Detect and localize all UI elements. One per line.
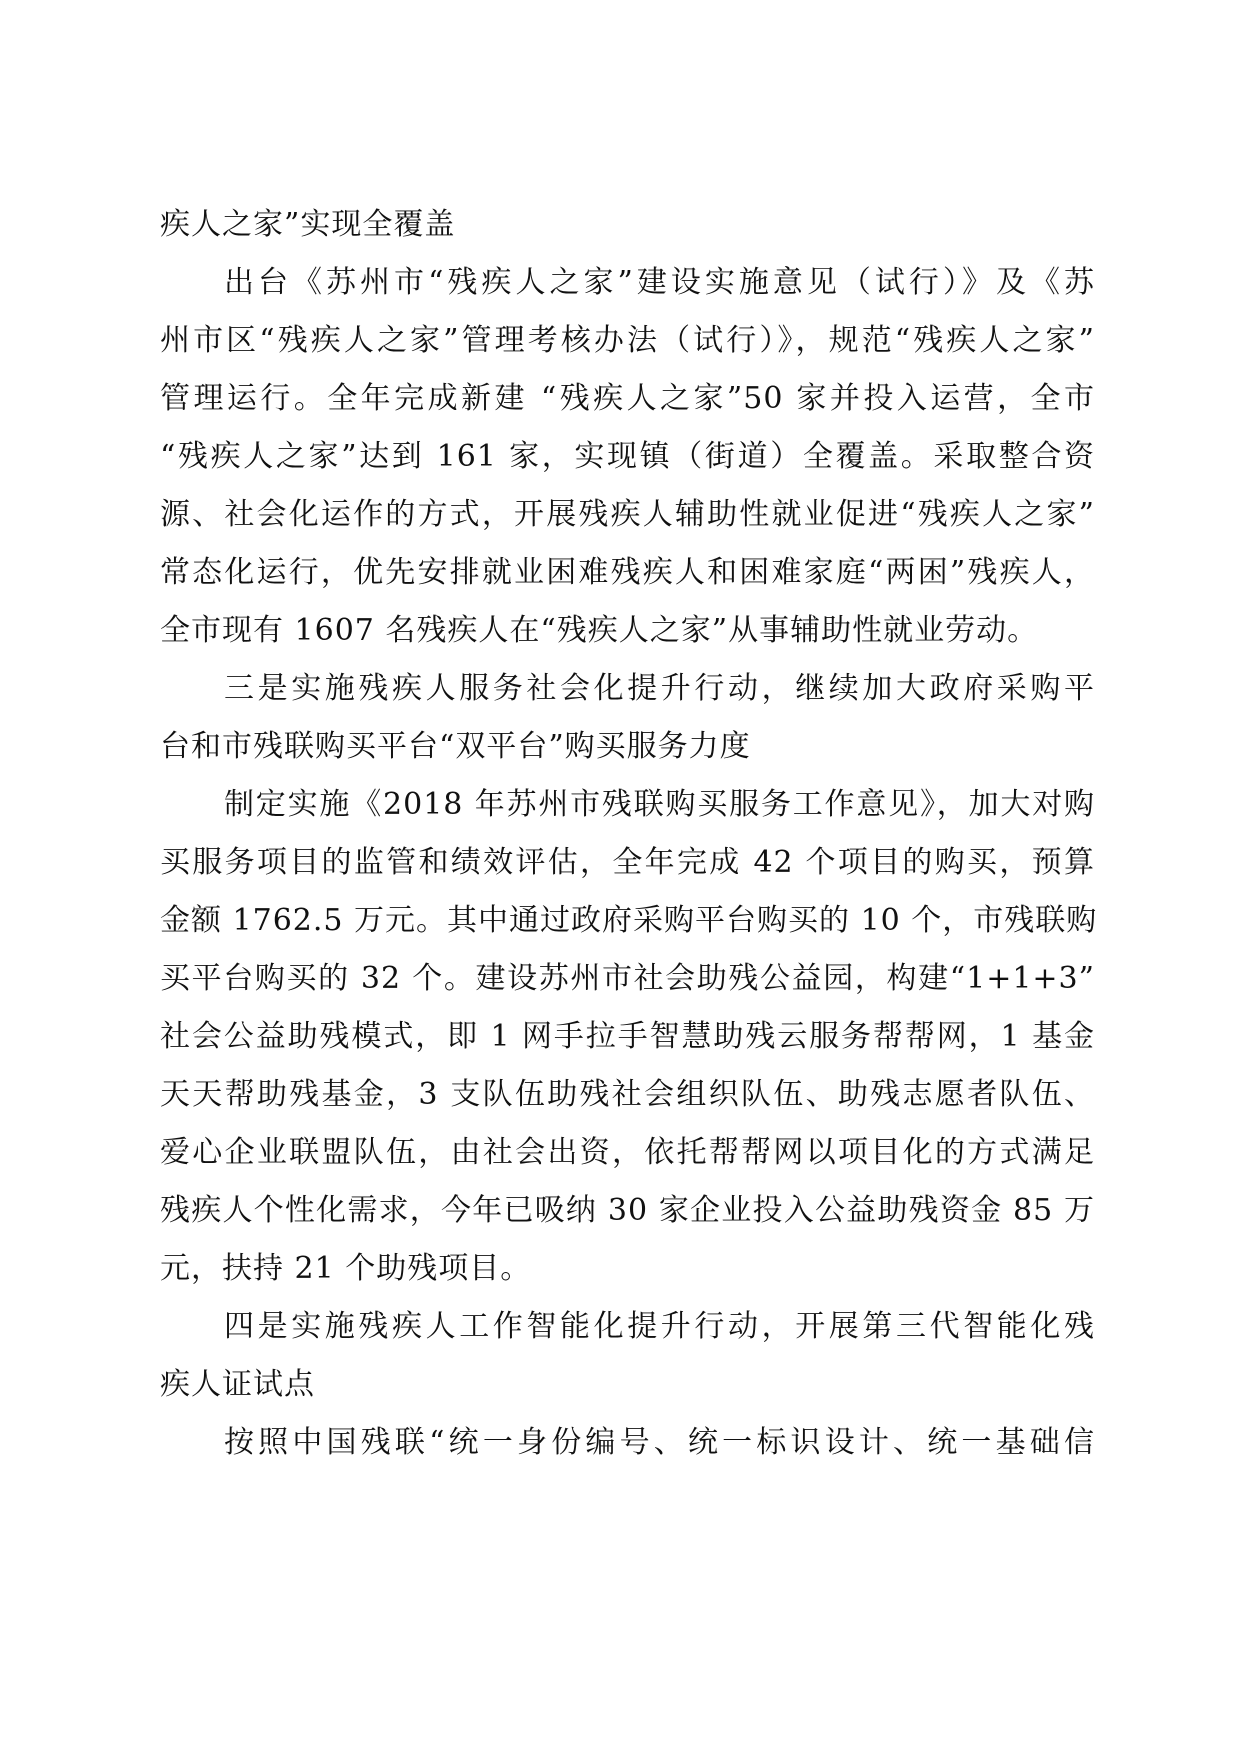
text-line: 残疾人个性化需求，今年已吸纳 30 家企业投入公益助残资金 85 万: [160, 1193, 1095, 1228]
text-line: 买平台购买的 32 个。建设苏州市社会助残公益园，构建“1+1+3”: [160, 961, 1095, 996]
text-line: 州市区“残疾人之家”管理考核办法（试行）》，规范“残疾人之家”: [160, 323, 1095, 358]
text-line: “残疾人之家”达到 161 家，实现镇（街道）全覆盖。采取整合资: [160, 439, 1095, 474]
text-line: 制定实施《2018 年苏州市残联购买服务工作意见》，加大对购: [224, 787, 1095, 822]
text-line: 爱心企业联盟队伍，由社会出资，依托帮帮网以项目化的方式满足: [160, 1135, 1095, 1170]
text-line: 社会公益助残模式，即 1 网手拉手智慧助残云服务帮帮网，1 基金: [160, 1019, 1095, 1054]
text-line: 疾人证试点: [160, 1367, 315, 1402]
text-line: 出台《苏州市“残疾人之家”建设实施意见（试行）》及《苏: [224, 265, 1095, 300]
text-line: 全市现有 1607 名残疾人在“残疾人之家”从事辅助性就业劳动。: [160, 613, 1039, 648]
text-line: 买服务项目的监管和绩效评估，全年完成 42 个项目的购买，预算: [160, 845, 1095, 880]
text-line: 三是实施残疾人服务社会化提升行动，继续加大政府采购平: [224, 671, 1095, 706]
text-line: 四是实施残疾人工作智能化提升行动，开展第三代智能化残: [224, 1309, 1095, 1344]
text-line: 源、社会化运作的方式，开展残疾人辅助性就业促进“残疾人之家”: [160, 497, 1095, 532]
text-line: 元，扶持 21 个助残项目。: [160, 1251, 532, 1286]
text-line: 台和市残联购买平台“双平台”购买服务力度: [160, 729, 751, 764]
text-line: 金额 1762.5 万元。其中通过政府采购平台购买的 10 个，市残联购: [160, 903, 1098, 938]
text-line: 天天帮助残基金，3 支队伍助残社会组织队伍、助残志愿者队伍、: [160, 1077, 1095, 1112]
text-line: 疾人之家”实现全覆盖: [160, 207, 456, 242]
text-line: 管理运行。全年完成新建 “残疾人之家”50 家并投入运营，全市: [160, 381, 1095, 416]
text-line: 常态化运行，优先安排就业困难残疾人和困难家庭“两困”残疾人，: [160, 555, 1095, 590]
text-line: 按照中国残联“统一身份编号、统一标识设计、统一基础信: [224, 1425, 1095, 1460]
